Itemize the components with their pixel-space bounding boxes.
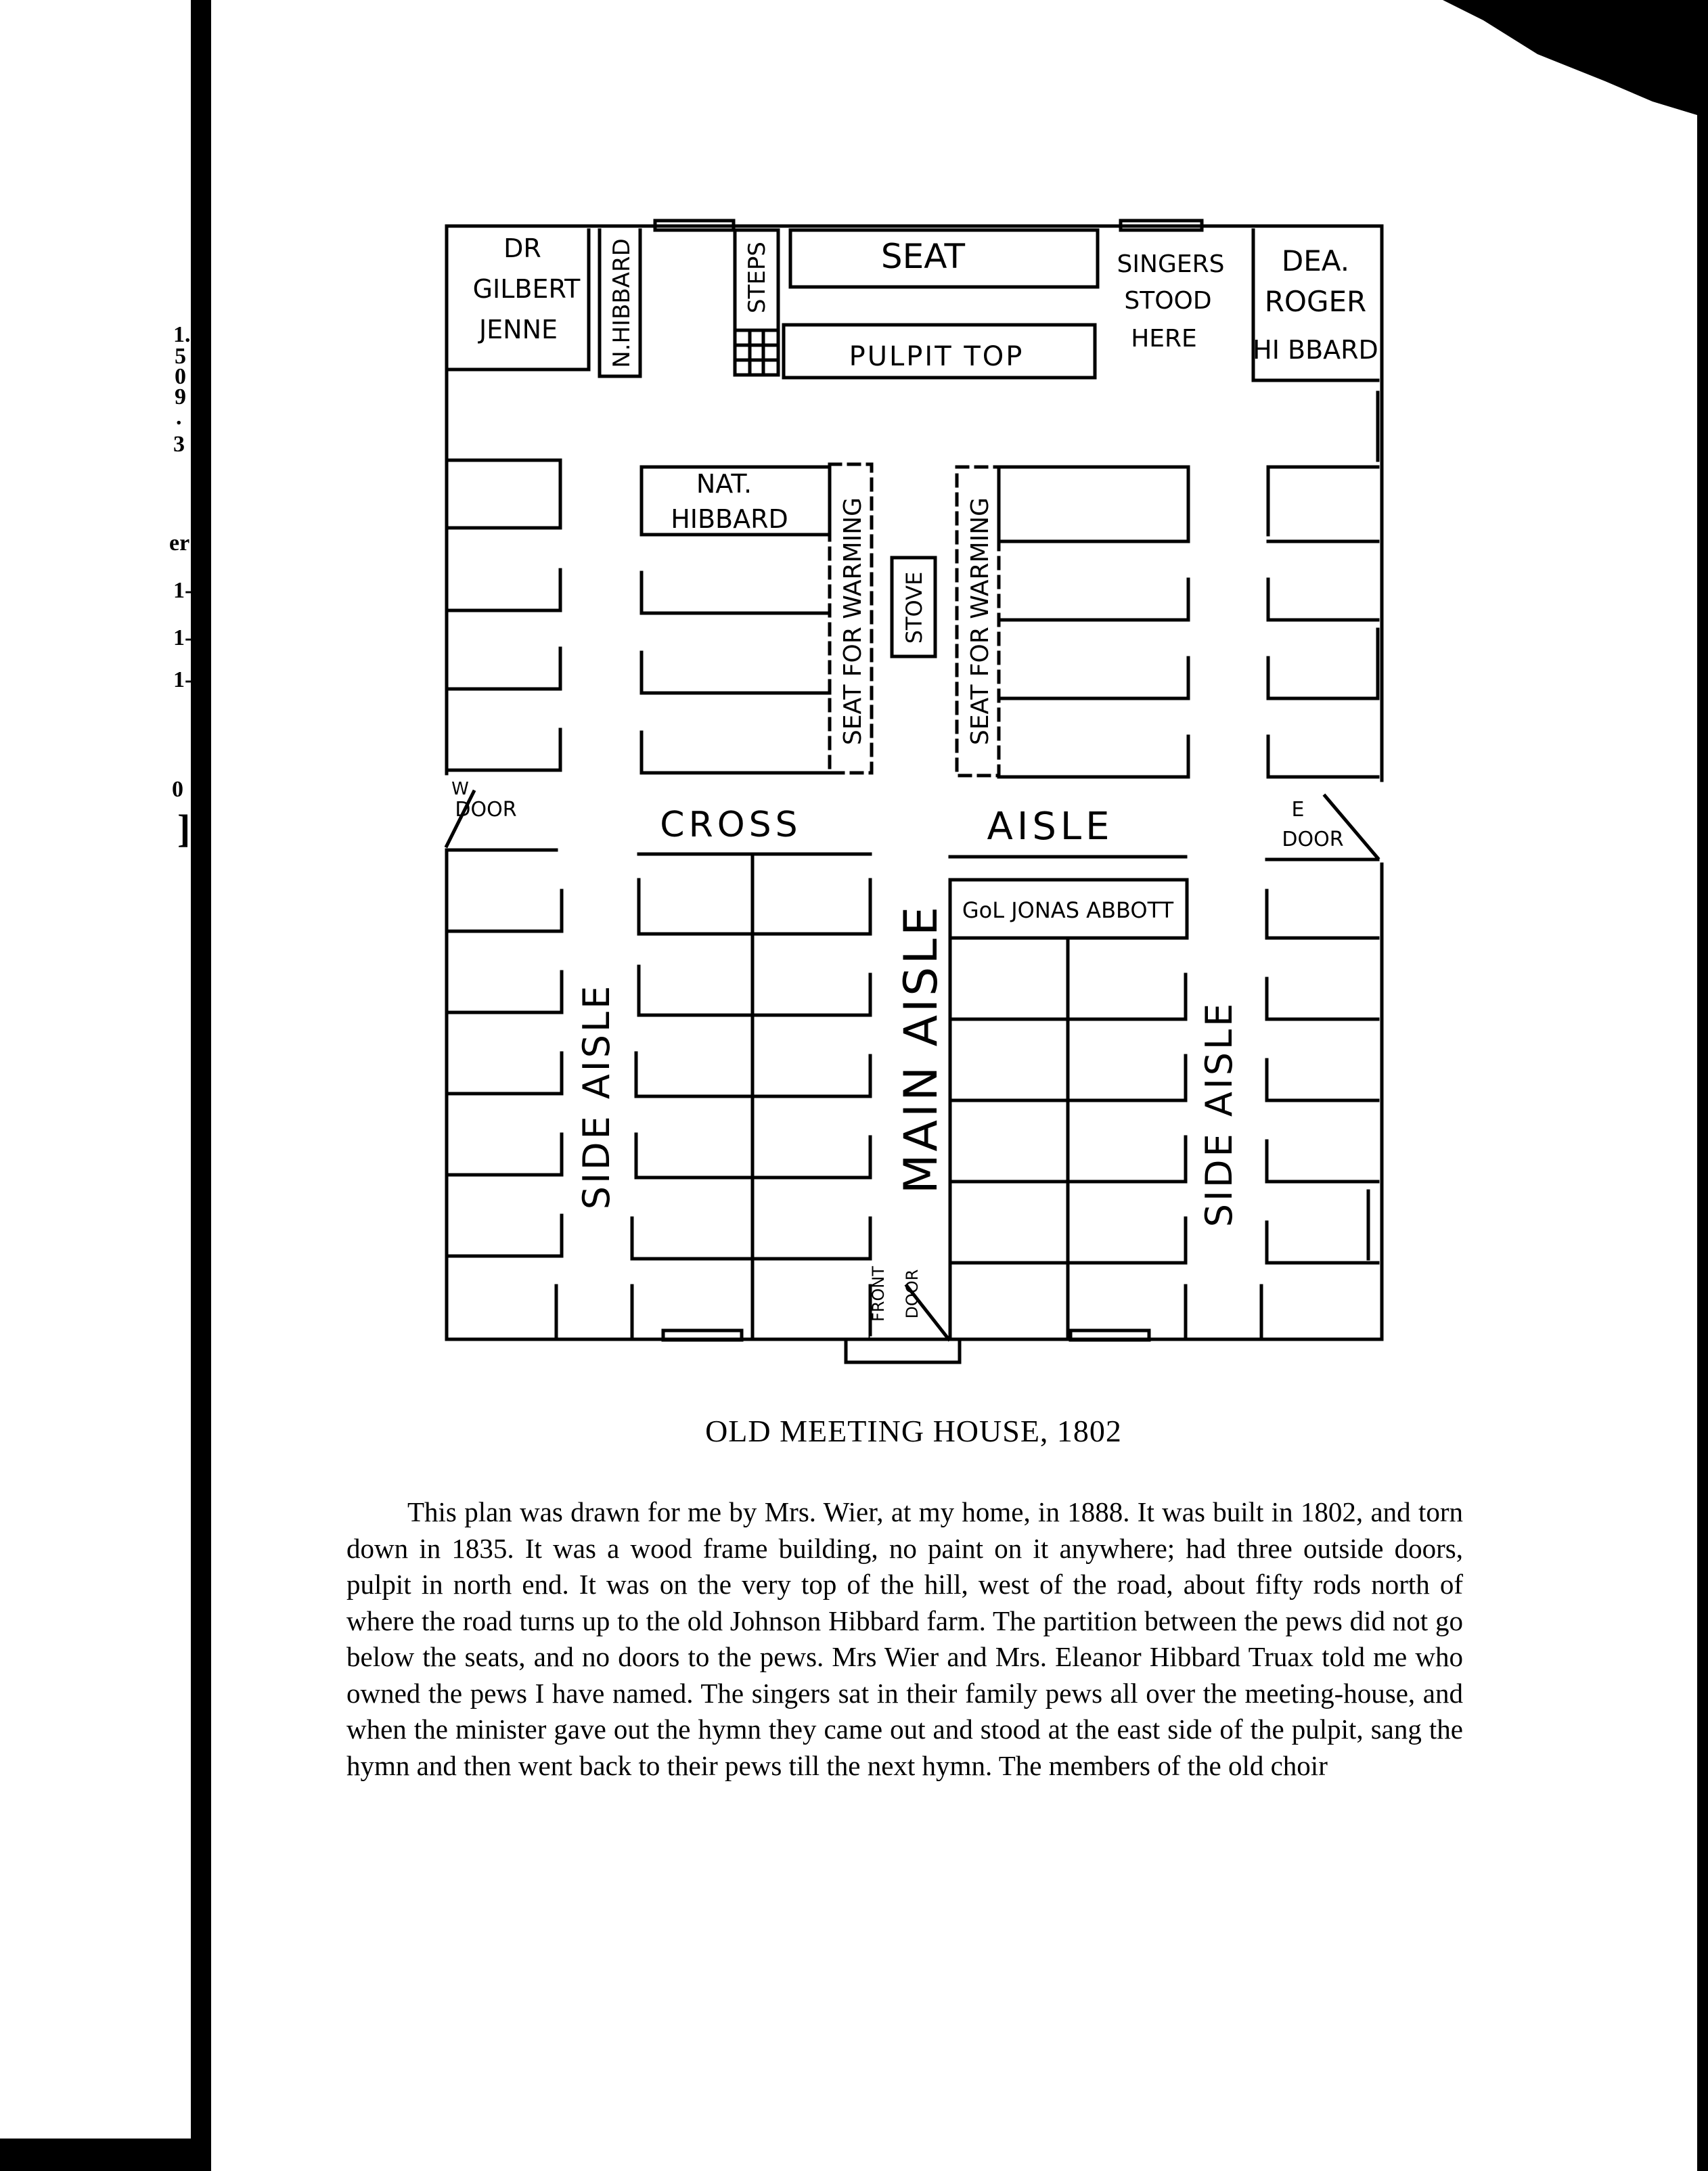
label-e-door: DOOR (1282, 828, 1344, 851)
label-roger: ROGER (1264, 285, 1367, 318)
margin-fragment: 1- (173, 578, 193, 603)
label-w: W (451, 779, 469, 799)
label-hibbard: HI BBARD (1253, 335, 1378, 365)
label-pulpit-top: PULPIT TOP (849, 341, 1025, 372)
label-main-aisle: MAIN AISLE (895, 903, 948, 1194)
label-dea: DEA. (1281, 244, 1350, 277)
label-front: FRONT (869, 1266, 888, 1322)
label-seat-for-warming-right: SEAT FOR WARMING (966, 497, 994, 746)
label-here: HERE (1131, 325, 1197, 353)
label-seat: SEAT (880, 237, 966, 276)
label-side-aisle-left: SIDE AISLE (575, 983, 618, 1210)
label-front-door: DOOR (903, 1269, 922, 1319)
front-step (846, 1339, 960, 1362)
label-e: E (1291, 798, 1305, 822)
figure-caption: OLD MEETING HOUSE, 1802 (705, 1414, 1122, 1448)
left-wall-pews-south (447, 891, 562, 1339)
margin-fragment: 1- (173, 667, 193, 692)
label-w-door: DOOR (455, 798, 517, 822)
margin-fragment: 5 (175, 344, 186, 369)
label-cross: CROSS (660, 805, 802, 845)
center-right-pews-north (999, 467, 1188, 777)
label-side-aisle-right: SIDE AISLE (1198, 1000, 1240, 1228)
label-steps: STEPS (744, 242, 771, 313)
margin-fragment: 1. (173, 322, 191, 347)
label-dr: DR (503, 233, 541, 263)
center-left-pews-south (632, 854, 870, 1339)
right-wall-pews-south (1261, 891, 1378, 1339)
label-n-hibbard: N.HIBBARD (608, 238, 635, 368)
margin-fragment: 0 (172, 777, 183, 802)
label-nat: NAT. (696, 469, 752, 499)
body-paragraph: This plan was drawn for me by Mrs. Wier, at my home, in 1888. It was built in 1802, and torn down in 1835. It was a wood frame building, no paint on it anywhere; had three outside doors, pulpit in north end. It was on the very top of the hill, west of the road, about fifty rods north of where the road turns up to the old Johnson Hibbard farm. The partition between the pews did not go below the seats, and no doors to the pews. Mrs Wier and Mrs. Eleanor Hibbard Truax told me who owned the pews I have named. The singers sat in their family pews all over the meeting-house, and when the minister gave out the hymn they came out and stood at the east side of the pulpit, sang the hymn and then went back to their pews till the next hymn. The members of the old choir (346, 1496, 1463, 1781)
south-window (663, 1330, 742, 1340)
margin-fragment: 3 (173, 432, 185, 457)
left-wall-pews-north (447, 460, 560, 770)
label-gilbert: GILBERT (472, 274, 581, 304)
label-col-jonas-abbott: GoL JONAS ABBOTT (962, 897, 1174, 923)
label-aisle: AISLE (987, 805, 1114, 849)
south-window (1071, 1330, 1149, 1340)
label-seat-for-warming-left: SEAT FOR WARMING (839, 497, 867, 746)
label-stove: STOVE (901, 571, 927, 644)
margin-fragment: 0 (175, 364, 186, 389)
label-jenne: JENNE (478, 315, 558, 344)
margin-fragment: 1- (173, 625, 193, 650)
right-wall-pews-north (1268, 393, 1378, 777)
label-stood: STOOD (1124, 287, 1212, 315)
center-right-pews-south (950, 880, 1187, 1339)
label-nat-hibbard: HIBBARD (671, 504, 788, 534)
margin-fragment: . (176, 405, 182, 430)
margin-fragment: 9 (175, 384, 186, 409)
margin-fragment: er (169, 531, 190, 556)
margin-fragment: ] (177, 807, 191, 851)
label-singers: SINGERS (1117, 250, 1225, 278)
